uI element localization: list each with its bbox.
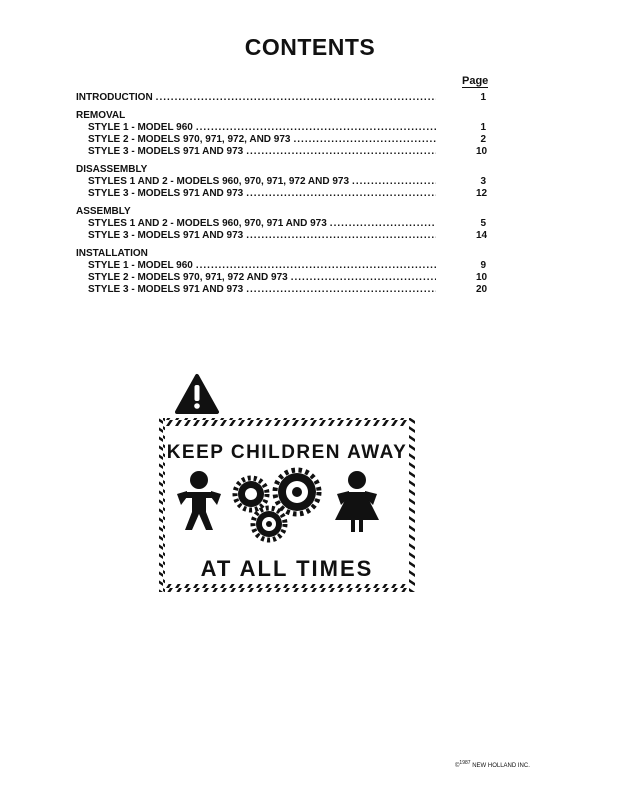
page-column-header: Page [462, 75, 489, 87]
copyright-year: 1987 [459, 760, 471, 766]
toc-section-heading: INSTALLATION [76, 248, 148, 259]
dot-leader [352, 176, 436, 188]
toc-entry-page: 5 [480, 218, 486, 229]
toc-entry-page: 2 [480, 134, 486, 145]
gears-icon [235, 470, 319, 540]
toc-entry[interactable] [76, 122, 496, 134]
toc-section-installation [76, 248, 496, 296]
dot-leader [196, 260, 436, 272]
toc-entry[interactable] [76, 260, 496, 272]
toc-entry-label: STYLE 3 - MODELS 971 AND 973 [88, 146, 244, 157]
toc-entry-page: 20 [476, 284, 488, 295]
toc-entry-introduction[interactable] [76, 92, 496, 104]
warning-triangle-icon [177, 376, 217, 412]
toc-entry-label: STYLE 3 - MODELS 971 AND 973 [88, 188, 244, 199]
copyright-symbol: © [455, 763, 460, 769]
toc-entry-label: STYLES 1 AND 2 - MODELS 960, 970, 971 AND 973 [88, 218, 327, 229]
copyright-footer [455, 760, 530, 769]
toc-entry[interactable] [76, 272, 496, 284]
toc-entry-page: 14 [476, 230, 488, 241]
toc-entry-label: STYLE 1 - MODEL 960 [88, 122, 193, 133]
toc-entry[interactable] [76, 146, 496, 158]
table-of-contents [76, 92, 496, 296]
toc-entry-page: 10 [476, 146, 488, 157]
toc-entry-page: 12 [476, 188, 488, 199]
toc-section-heading: REMOVAL [76, 110, 126, 121]
child-boy-icon [177, 471, 221, 530]
dot-leader [196, 122, 436, 134]
toc-entry-label: INTRODUCTION [76, 92, 153, 103]
toc-entry-label: STYLES 1 AND 2 - MODELS 960, 970, 971, 972 AND 973 [88, 176, 350, 187]
toc-entry[interactable] [76, 176, 496, 188]
toc-entry-label: STYLE 3 - MODELS 971 AND 973 [88, 284, 244, 295]
dot-leader [294, 134, 437, 146]
dot-leader [246, 188, 436, 200]
toc-entry-label: STYLE 1 - MODEL 960 [88, 260, 193, 271]
dot-leader [330, 218, 436, 230]
toc-section-removal [76, 110, 496, 158]
toc-entry-page: 1 [480, 122, 486, 133]
toc-entry-page: 1 [480, 92, 486, 103]
keep-children-away-sign [157, 372, 419, 598]
copyright-company: NEW HOLLAND INC. [472, 763, 530, 769]
sign-top-text: KEEP CHILDREN AWAY [166, 442, 408, 463]
child-girl-icon [335, 471, 379, 532]
toc-entry-label: STYLE 3 - MODELS 971 AND 973 [88, 230, 244, 241]
toc-section-heading: ASSEMBLY [76, 206, 131, 217]
toc-entry-page: 9 [480, 260, 486, 271]
toc-entry-label: STYLE 2 - MODELS 970, 971, 972 AND 973 [88, 272, 288, 283]
toc-entry-page: 3 [480, 176, 486, 187]
toc-section-assembly [76, 206, 496, 242]
dot-leader [246, 146, 436, 158]
toc-entry[interactable] [76, 284, 496, 296]
toc-entry-page: 10 [476, 272, 488, 283]
sign-bottom-text: AT ALL TIMES [200, 556, 374, 581]
toc-entry[interactable] [76, 230, 496, 242]
dot-leader [156, 92, 436, 104]
toc-section-heading: DISASSEMBLY [76, 164, 148, 175]
page-title: CONTENTS [244, 34, 376, 60]
toc-entry-label: STYLE 2 - MODELS 970, 971, 972, AND 973 [88, 134, 291, 145]
dot-leader [246, 284, 436, 296]
toc-entry[interactable] [76, 134, 496, 146]
toc-section-disassembly [76, 164, 496, 200]
dot-leader [291, 272, 436, 284]
toc-entry[interactable] [76, 188, 496, 200]
toc-entry[interactable] [76, 218, 496, 230]
dot-leader [246, 230, 436, 242]
